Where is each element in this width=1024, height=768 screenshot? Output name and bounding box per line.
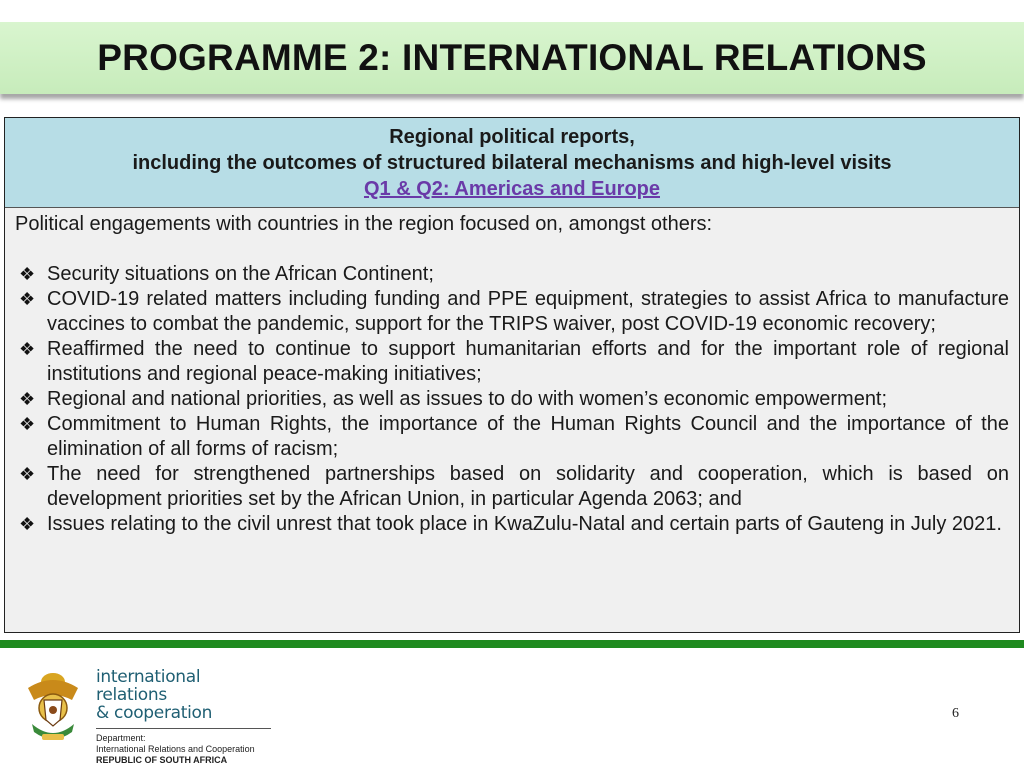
diamond-bullet-icon: ❖: [19, 389, 36, 409]
green-divider: [0, 640, 1024, 648]
list-item: [15, 412, 1009, 462]
list-item-text: The need for strengthened partnerships based on solidarity and cooperation, which is based on development priorities set by the African Union, in particular Agenda 2063; and: [47, 463, 1009, 510]
list-item: [15, 262, 1009, 287]
content-box: [4, 117, 1020, 633]
page-number: 6: [952, 706, 959, 721]
list-item-text: Security situations on the African Continent;: [47, 263, 434, 285]
box-body: [5, 208, 1019, 537]
list-item-text: COVID-19 related matters including funding and PPE equipment, strategies to assist Africa to manufacture vaccines to combat the pandemic, support for the TRIPS waiver, post COVID-19 economic recovery;: [47, 288, 1009, 335]
coat-of-arms-icon: [22, 668, 84, 753]
list-item: [15, 387, 1009, 412]
box-header: [5, 118, 1019, 208]
country-name: REPUBLIC OF SOUTH AFRICA: [96, 755, 228, 765]
bullet-list: [15, 262, 1009, 537]
region-link[interactable]: Q1 & Q2: Americas and Europe: [363, 178, 660, 200]
diamond-bullet-icon: ❖: [19, 514, 36, 534]
brand-rule: [96, 728, 271, 729]
diamond-bullet-icon: ❖: [19, 339, 36, 359]
dept-label: Department:: [96, 733, 146, 743]
list-item-text: Reaffirmed the need to continue to support humanitarian efforts and for the important role of regional institutions and regional peace-making initiatives;: [47, 338, 1009, 385]
intro-text: Political engagements with countries in the region focused on, amongst others:: [15, 213, 713, 235]
header-line-2: including the outcomes of structured bilateral mechanisms and high-level visits: [132, 152, 892, 174]
brand-block: [96, 668, 271, 766]
brand-line-1: international relations: [96, 667, 201, 705]
diamond-bullet-icon: ❖: [19, 464, 36, 484]
brand-line-2: & cooperation: [96, 703, 213, 723]
list-item: [15, 287, 1009, 337]
list-item: [15, 462, 1009, 512]
diamond-bullet-icon: ❖: [19, 414, 36, 434]
diamond-bullet-icon: ❖: [19, 264, 36, 284]
list-item-text: Issues relating to the civil unrest that took place in KwaZulu-Natal and certain parts of Gauteng in July 2021.: [47, 513, 1002, 535]
title-banner: [0, 22, 1024, 94]
dept-name: International Relations and Cooperation: [96, 744, 255, 754]
list-item-text: Regional and national priorities, as well as issues to do with women’s economic empowerment;: [47, 388, 888, 410]
diamond-bullet-icon: ❖: [19, 289, 36, 309]
page-title: PROGRAMME 2: INTERNATIONAL RELATIONS: [97, 37, 927, 78]
header-line-1: Regional political reports,: [389, 126, 635, 148]
list-item: [15, 337, 1009, 387]
list-item-text: Commitment to Human Rights, the importance of the Human Rights Council and the importance of the elimination of all forms of racism;: [47, 413, 1009, 460]
list-item: [15, 512, 1009, 537]
